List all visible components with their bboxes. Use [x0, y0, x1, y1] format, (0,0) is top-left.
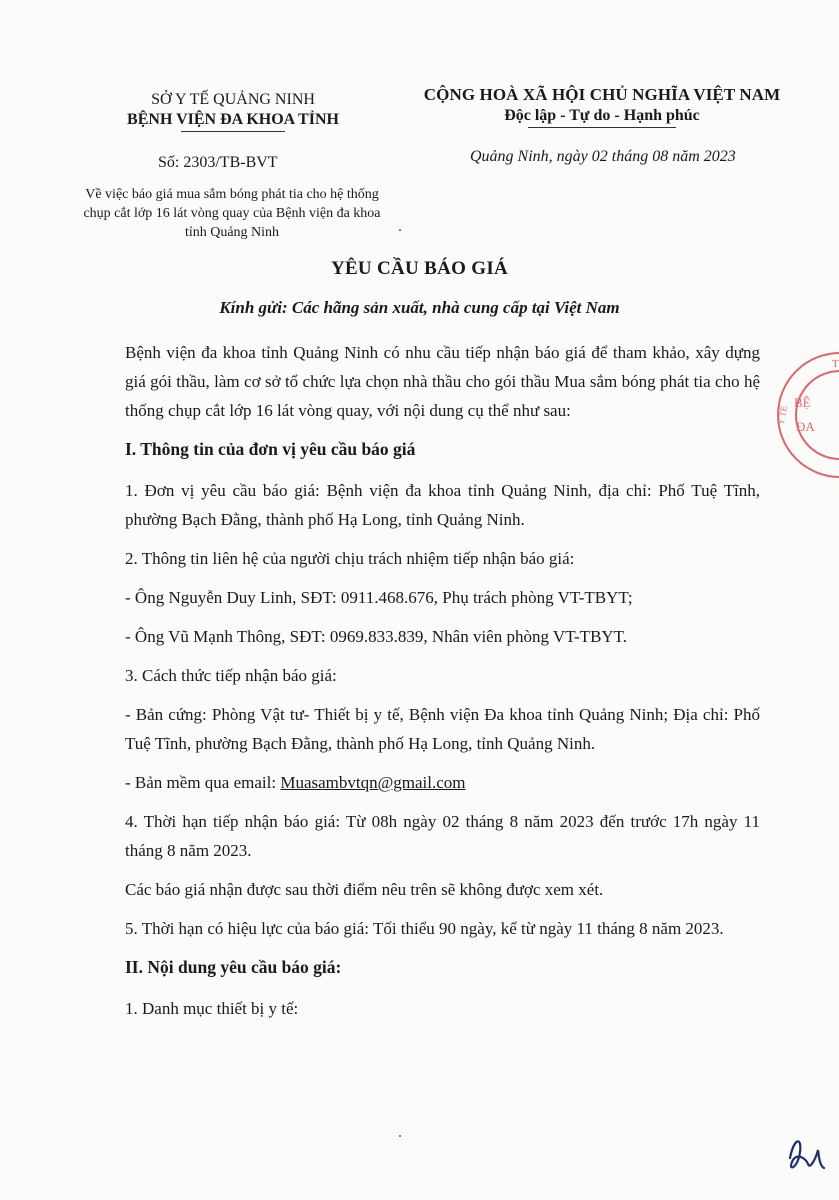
- softcopy-line: [125, 768, 760, 797]
- submission-method-heading: 3. Cách thức tiếp nhận báo giá:: [125, 666, 337, 685]
- document-number: Số: 2303/TB-BVT: [158, 154, 278, 171]
- contact-person-2: - Ông Vũ Mạnh Thông, SĐT: 0969.833.839, Nhân viên phòng VT-TBYT.: [125, 627, 628, 646]
- late-submission-note: Các báo giá nhận được sau thời điểm nêu trên sẽ không được xem xét.: [125, 880, 604, 899]
- stamp-text-top: T: [832, 358, 839, 370]
- red-seal-stamp: [770, 345, 839, 485]
- national-motto: Độc lập - Tự do - Hạnh phúc: [504, 107, 700, 124]
- country-name: CỘNG HOÀ XÃ HỘI CHỦ NGHĨA VIỆT NAM: [423, 85, 781, 104]
- organization-name: BỆNH VIỆN ĐA KHOA TỈNH: [127, 111, 339, 128]
- validity-paragraph: 5. Thời hạn có hiệu lực của báo giá: Tối thiểu 90 ngày, kể từ ngày 11 tháng 8 năm 2023.: [125, 919, 724, 938]
- contact-heading: 2. Thông tin liên hệ của người chịu trách nhiệm tiếp nhận báo giá:: [125, 549, 575, 568]
- deadline-paragraph: 4. Thời hạn tiếp nhận báo giá: Từ 08h ngày 02 tháng 8 năm 2023 đến trước 17h ngày 11 tháng 8 năm 2023.: [125, 812, 760, 860]
- recipient-line: Kính gửi: Các hãng sản xuất, nhà cung cấp tại Việt Nam: [219, 298, 620, 317]
- hardcopy-address: - Bản cứng: Phòng Vật tư- Thiết bị y tế, Bệnh viện Đa khoa tỉnh Quảng Ninh; Địa chỉ: Phố Tuệ Tĩnh, phường Bạch Đằng, thành phố Hạ Long, tỉnh Quảng Ninh.: [125, 705, 760, 753]
- email-link[interactable]: Muasambvtqn@gmail.com: [280, 773, 466, 792]
- intro-paragraph: Bệnh viện đa khoa tỉnh Quảng Ninh có nhu cầu tiếp nhận báo giá để tham khảo, xây dựng giá gói thầu, làm cơ sở tổ chức lựa chọn nhà thầu cho gói thầu Mua sắm bóng phát tia cho hệ thống chụp cắt lớp 16 lát vòng quay, với nội dung cụ thể như sau:: [125, 343, 760, 420]
- stamp-text-mid1: BỆ: [794, 395, 811, 410]
- section-1-heading: I. Thông tin của đơn vị yêu cầu báo giá: [125, 439, 416, 459]
- stamp-text-side: Y TẾ: [775, 404, 789, 426]
- motto-underline: [528, 127, 676, 128]
- equipment-list-heading: 1. Danh mục thiết bị y tế:: [125, 999, 299, 1018]
- stamp-text-mid2: ĐA: [796, 419, 815, 434]
- document-subject: Về việc báo giá mua sắm bóng phát tia cho hệ thống chụp cắt lớp 16 lát vòng quay của Bệnh viện đa khoa tỉnh Quảng Ninh: [83, 187, 381, 240]
- scan-speck: [399, 1135, 401, 1137]
- stamp-inner-ring: [796, 371, 839, 459]
- parent-organization: SỞ Y TẾ QUẢNG NINH: [151, 91, 315, 108]
- national-header: [402, 84, 802, 128]
- document-date: Quảng Ninh, ngày 02 tháng 08 năm 2023: [470, 148, 736, 165]
- contact-person-1: - Ông Nguyễn Duy Linh, SĐT: 0911.468.676, Phụ trách phòng VT-TBYT;: [125, 588, 633, 607]
- requester-info: 1. Đơn vị yêu cầu báo giá: Bệnh viện đa khoa tỉnh Quảng Ninh, địa chỉ: Phố Tuệ Tĩnh, phường Bạch Đằng, thành phố Hạ Long, tỉnh Quảng Ninh.: [125, 481, 760, 529]
- document-title: YÊU CẦU BÁO GIÁ: [330, 258, 509, 279]
- issuer-block: [98, 90, 368, 132]
- signature-mark: [780, 1128, 828, 1176]
- section-2-heading: II. Nội dung yêu cầu báo giá:: [125, 957, 342, 977]
- softcopy-label: - Bản mềm qua email:: [125, 773, 281, 792]
- organization-underline: [181, 131, 285, 132]
- scan-speck: [399, 229, 401, 231]
- document-body: [125, 338, 760, 1033]
